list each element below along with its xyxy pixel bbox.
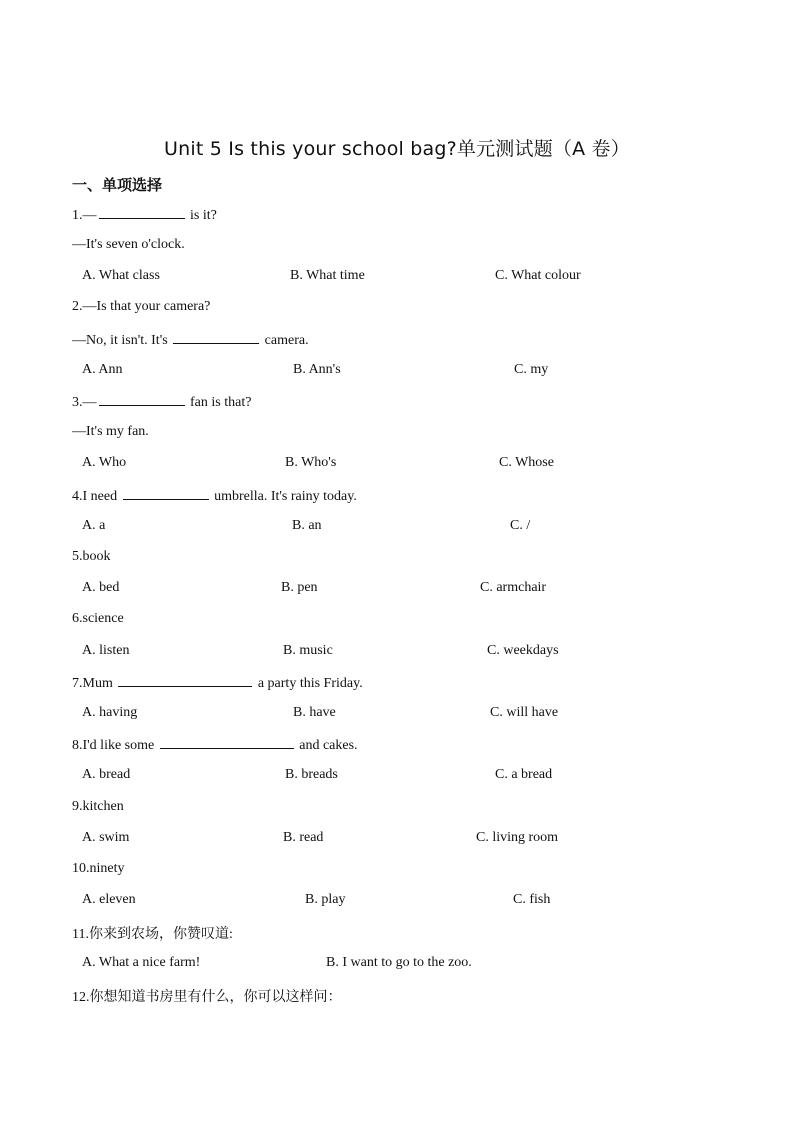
q11-option-a[interactable]: A. What a nice farm! [82,955,201,970]
question-2-reply: —No, it isn't. It's camera. [72,333,309,348]
q1-option-a[interactable]: A. What class [82,268,160,283]
q5-option-c[interactable]: C. armchair [480,580,547,595]
q9-option-a[interactable]: A. swim [82,830,130,845]
question-1: 1.— is it? [72,208,217,223]
q4-option-a[interactable]: A. a [82,518,106,533]
q1-option-b[interactable]: B. What time [290,268,365,283]
question-8: 8.I'd like some and cakes. [72,738,358,753]
q4-option-c[interactable]: C. / [510,518,531,533]
answer-blank[interactable] [173,331,259,344]
answer-blank[interactable] [99,393,185,406]
question-11: 11.你来到农场，你赞叹道: [72,927,233,942]
q6-option-a[interactable]: A. listen [82,643,130,658]
q10-option-b[interactable]: B. play [305,892,346,907]
q2-option-b[interactable]: B. Ann's [293,362,341,377]
question-5: 5.book [72,549,111,564]
answer-blank[interactable] [123,487,209,500]
q1-option-c[interactable]: C. What colour [495,268,581,283]
q2-option-a[interactable]: A. Ann [82,362,123,377]
q2-option-c[interactable]: C. my [514,362,549,377]
q4-option-b[interactable]: B. an [292,518,322,533]
q11-option-b[interactable]: B. I want to go to the zoo. [326,955,472,970]
question-1-reply: —It's seven o'clock. [72,237,185,252]
q3-option-a[interactable]: A. Who [82,455,127,470]
q7-option-c[interactable]: C. will have [490,705,559,720]
q9-option-b[interactable]: B. read [283,830,324,845]
question-4: 4.I need umbrella. It's rainy today. [72,489,357,504]
q10-option-c[interactable]: C. fish [513,892,551,907]
q5-option-a[interactable]: A. bed [82,580,120,595]
q8-option-a[interactable]: A. bread [82,767,131,782]
question-9: 9.kitchen [72,799,124,814]
q8-option-c[interactable]: C. a bread [495,767,553,782]
q9-option-c[interactable]: C. living room [476,830,559,845]
q8-option-b[interactable]: B. breads [285,767,338,782]
question-7: 7.Mum a party this Friday. [72,676,363,691]
answer-blank[interactable] [118,674,252,687]
question-12: 12.你想知道书房里有什么，你可以这样问： [72,990,342,1005]
q6-option-c[interactable]: C. weekdays [487,643,559,658]
question-3-reply: —It's my fan. [72,424,149,439]
q7-option-b[interactable]: B. have [293,705,336,720]
q5-option-b[interactable]: B. pen [281,580,318,595]
q3-option-b[interactable]: B. Who's [285,455,337,470]
answer-blank[interactable] [160,736,294,749]
question-2: 2.—Is that your camera? [72,299,211,314]
q10-option-a[interactable]: A. eleven [82,892,136,907]
question-10: 10.ninety [72,861,125,876]
q3-option-c[interactable]: C. Whose [499,455,554,470]
answer-blank[interactable] [99,206,185,219]
question-3: 3.— fan is that? [72,395,252,410]
page-title: Unit 5 Is this your school bag?单元测试题（A 卷） [164,138,630,160]
question-6: 6.science [72,611,124,626]
q7-option-a[interactable]: A. having [82,705,138,720]
q6-option-b[interactable]: B. music [283,643,333,658]
section-heading: 一、单项选择 [72,176,163,194]
